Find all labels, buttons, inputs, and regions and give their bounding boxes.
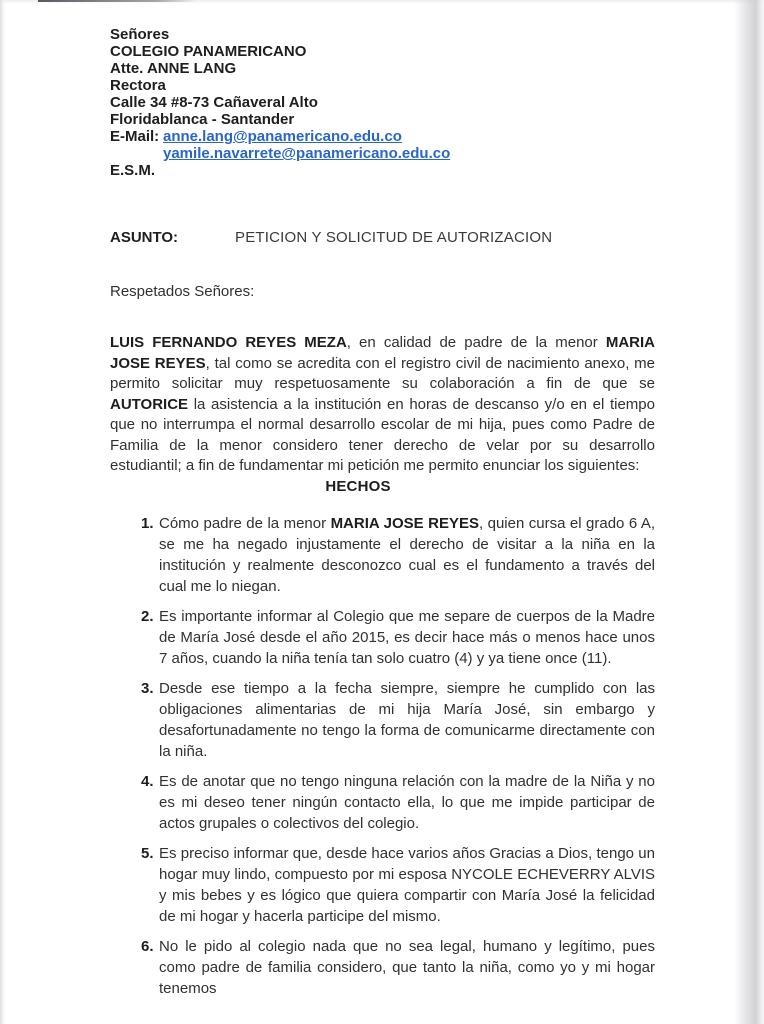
fact-number: 4. <box>141 773 154 790</box>
fact-number: 3. <box>141 680 154 697</box>
subject-text: PETICION Y SOLICITUD DE AUTORIZACION <box>235 229 553 246</box>
page-edge-right-shadow <box>734 0 764 1024</box>
fact-text <box>159 678 655 762</box>
salutation: Respetados Señores: <box>110 283 255 300</box>
recipient-line-senores: Señores <box>110 26 170 43</box>
page-edge-left-shadow <box>0 0 6 1024</box>
text-run: Es preciso informar que, desde hace varios años Gracias a Dios, tengo un hogar muy lindo, compuesto por mi esposa NYCOLE ECHEVERRY ALVIS y mis bebes y es lógico que quiera compartir con María José la felicidad de mi hogar y hacerla participe del mismo. <box>159 845 655 925</box>
fact-number: 2. <box>141 608 154 625</box>
text-run: Es de anotar que no tengo ninguna relación con la madre de la Niña y no es mi deseo tener ningún contacto ella, lo que me impide participar de actos grupales o colectivos del colegio. <box>159 773 655 832</box>
fact-number: 6. <box>141 938 154 955</box>
recipient-line-colegio: COLEGIO PANAMERICANO <box>110 43 307 60</box>
fact-text <box>159 513 655 597</box>
email-row <box>110 128 450 162</box>
facts-heading: HECHOS <box>325 478 391 495</box>
recipient-line-atte: Atte. ANNE LANG <box>110 60 237 77</box>
subject-label: ASUNTO: <box>110 229 179 246</box>
fact-item-1 <box>110 513 655 597</box>
recipient-line-calle: Calle 34 #8-73 Cañaveral Alto <box>110 94 318 111</box>
bold-text-run: MARIA JOSE REYES <box>330 515 479 532</box>
recipient-esm: E.S.M. <box>110 162 156 179</box>
fact-item-3 <box>110 678 655 762</box>
subject-line <box>110 229 552 246</box>
email-label: E-Mail: <box>110 128 160 145</box>
intro-paragraph <box>110 333 655 477</box>
email-link-anne[interactable]: anne.lang@panamericano.edu.co <box>163 128 402 145</box>
facts-list <box>110 513 655 1008</box>
fact-item-6 <box>110 936 655 999</box>
fact-text <box>159 771 655 834</box>
scan-artifact-line <box>38 0 196 2</box>
text-run: No le pido al colegio nada que no sea legal, humano y legítimo, pues como padre de familia considero, que tanto la niña, como yo y mi hogar tenemos <box>159 938 655 997</box>
text-run: , quien cursa el grado 6 A, se me ha negado injustamente el derecho de visitar a la niña en la institución y realmente desconozco cual es el fundamento a través del cual me lo niegan. <box>159 515 656 595</box>
fact-item-5 <box>110 843 655 927</box>
bold-text-run: LUIS FERNANDO REYES MEZA <box>110 334 347 351</box>
fact-item-4 <box>110 771 655 834</box>
email-link-yamile[interactable]: yamile.navarrete@panamericano.edu.co <box>163 145 451 162</box>
fact-number: 5. <box>141 845 154 862</box>
recipient-block <box>110 26 450 179</box>
text-run: Cómo padre de la menor <box>159 515 331 532</box>
fact-text <box>159 606 655 669</box>
text-run: la asistencia a la institución en horas de descanso y/o en el tiempo que no interrumpa el normal desarrollo escolar de mi hija, pues como Padre de Familia de la menor considero tener derecho de velar por su desarrollo estudiantil; a fin de fundamentar mi petición me permito enunciar los siguientes: <box>110 395 655 474</box>
text-run: Desde ese tiempo a la fecha siempre, siempre he cumplido con las obligaciones alimentarias de mi hija María José, sin embargo y desafortunadamente no tengo la forma de comunicarme directamente con la niña. <box>159 680 655 760</box>
email-links <box>163 128 450 162</box>
text-run: , tal como se acredita con el registro civil de nacimiento anexo, me permito solicitar muy respetuosamente su colaboración a fin de que se <box>110 354 655 392</box>
fact-number: 1. <box>141 515 154 532</box>
text-run: Es importante informar al Colegio que me separe de cuerpos de la Madre de María José desde el año 2015, es decir hace más o menos hace unos 7 años, cuando la niña tenía tan solo cuatro (4) y ya tiene once (11). <box>159 608 655 667</box>
recipient-line-rectora: Rectora <box>110 77 166 94</box>
bold-text-run: MARIA JOSE REYES <box>110 334 656 372</box>
recipient-line-ciudad: Floridablanca - Santander <box>110 111 295 128</box>
fact-item-2 <box>110 606 655 669</box>
fact-text <box>159 843 655 927</box>
text-run: , en calidad de padre de la menor <box>346 334 606 351</box>
fact-text <box>159 936 655 999</box>
bold-text-run: AUTORICE <box>110 395 189 413</box>
